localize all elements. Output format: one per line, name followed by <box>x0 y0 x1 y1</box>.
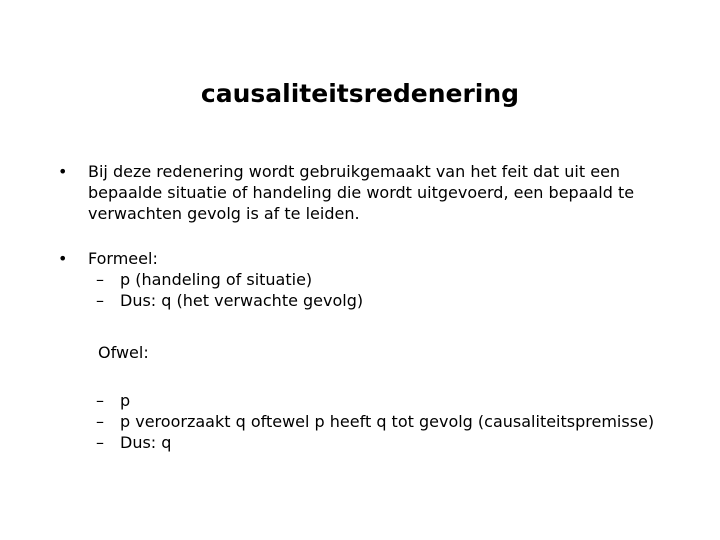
ofwel-sub-list <box>96 390 654 453</box>
dash-icon: – <box>96 391 104 410</box>
sub-item-text: Dus: q <box>120 433 172 452</box>
sub-list-item <box>96 290 363 311</box>
bullet-text: Formeel: <box>88 249 158 268</box>
sub-item-text: p <box>120 391 131 410</box>
dash-icon: – <box>96 270 104 289</box>
sub-list-item <box>96 432 654 453</box>
bullet-text: Bij deze redenering wordt gebruikgemaakt van het feit dat uit een bepaalde situatie of handeling die wordt uitgevoerd, een bepaald te verwachten gevolg is af te leiden. <box>88 162 635 223</box>
bullet-dot-icon: • <box>58 162 68 181</box>
bullet-dot-icon: • <box>58 249 68 268</box>
sub-list-item <box>96 411 654 432</box>
sub-list-item <box>96 269 363 290</box>
sub-item-text: Dus: q (het verwachte gevolg) <box>120 291 364 310</box>
dash-icon: – <box>96 433 104 452</box>
dash-icon: – <box>96 412 104 431</box>
sub-list-item <box>96 390 654 411</box>
slide-title: causaliteitsredenering <box>200 79 520 108</box>
ofwel-label: Ofwel: <box>98 343 149 362</box>
sub-item-text: p (handeling of situatie) <box>120 270 313 289</box>
formeel-sub-list <box>96 269 363 311</box>
dash-icon: – <box>96 291 104 310</box>
sub-item-text: p veroorzaakt q oftewel p heeft q tot gevolg (causaliteitspremisse) <box>120 412 655 431</box>
